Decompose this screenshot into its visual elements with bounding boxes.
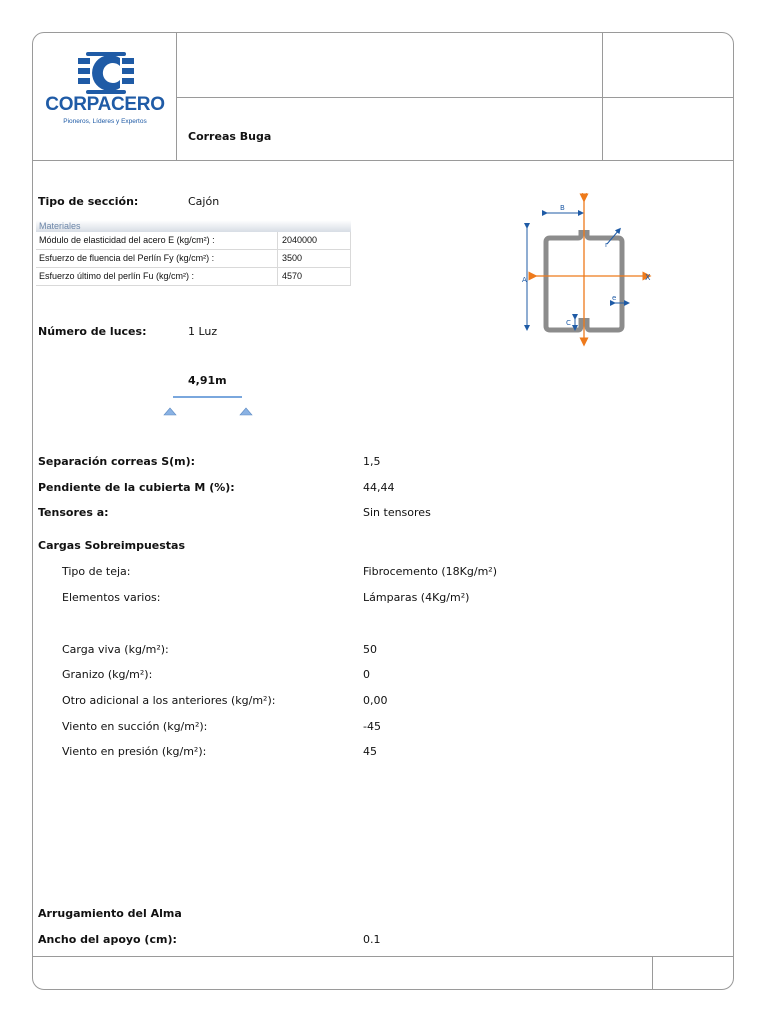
beam-span-diagram: [160, 390, 260, 420]
tensors-value: Sin tensores: [363, 506, 431, 519]
slope-label: Pendiente de la cubierta M (%):: [38, 481, 235, 494]
logo-wordmark: CORPACERO: [45, 94, 165, 115]
materials-row: [36, 232, 351, 250]
right-support-icon: [240, 408, 252, 415]
a-dimension-letter: A: [522, 276, 527, 284]
support-width-value: 0.1: [363, 933, 381, 946]
material-label: Esfuerzo último del perlín Fu (kg/cm²) :: [39, 271, 195, 281]
materials-table: [36, 220, 351, 286]
material-value: 3500: [282, 253, 303, 263]
box-profile: [546, 230, 581, 330]
left-support-icon: [164, 408, 176, 415]
wind-suction-value: -45: [363, 720, 381, 733]
footer-divider: [33, 956, 733, 957]
material-value: 4570: [282, 271, 303, 281]
x-axis-letter: X: [645, 273, 651, 282]
logo-tagline: Pioneros, Líderes y Expertos: [63, 118, 147, 125]
materials-row: [36, 268, 351, 286]
b-dimension-letter: B: [560, 204, 565, 212]
span-length-label: 4,91m: [188, 374, 227, 387]
wind-suction-label: Viento en succión (kg/m²):: [62, 720, 208, 733]
r-radius-letter: r: [605, 241, 608, 249]
spacing-value: 1,5: [363, 455, 381, 468]
materials-header: Materiales: [36, 220, 351, 232]
additional-load-label: Otro adicional a los anteriores (kg/m²):: [62, 694, 276, 707]
section-type-value: Cajón: [188, 195, 220, 208]
y-axis-letter: Y: [582, 192, 587, 201]
misc-elements-value: Lámparas (4Kg/m²): [363, 591, 470, 604]
loads-title: Cargas Sobreimpuestas: [38, 539, 186, 552]
web-crippling-title: Arrugamiento del Alma: [38, 907, 182, 920]
slope-value: 44,44: [363, 481, 395, 494]
roof-tile-value: Fibrocemento (18Kg/m²): [363, 565, 497, 578]
c-lip-letter: C: [566, 319, 571, 327]
header-vline-1: [176, 33, 177, 161]
section-type-label: Tipo de sección:: [38, 195, 139, 208]
misc-elements-label: Elementos varios:: [62, 591, 161, 604]
materials-row: [36, 250, 351, 268]
live-load-label: Carga viva (kg/m²):: [62, 643, 169, 656]
material-label: Esfuerzo de fluencia del Perlín Fy (kg/cm²) :: [39, 253, 215, 263]
material-value: 2040000: [282, 235, 318, 245]
additional-load-value: 0,00: [363, 694, 388, 707]
spans-label: Número de luces:: [38, 325, 147, 338]
hail-label: Granizo (kg/m²):: [62, 668, 153, 681]
material-label: Módulo de elasticidad del acero E (kg/cm²) :: [39, 235, 215, 245]
spans-value: 1 Luz: [188, 325, 218, 338]
support-width-label: Ancho del apoyo (cm):: [38, 933, 177, 946]
wind-pressure-label: Viento en presión (kg/m²):: [62, 745, 207, 758]
live-load-value: 50: [363, 643, 377, 656]
hail-value: 0: [363, 668, 370, 681]
tensors-label: Tensores a:: [38, 506, 109, 519]
footer-vline: [652, 956, 653, 989]
project-title: Correas Buga: [188, 130, 272, 143]
wind-pressure-value: 45: [363, 745, 377, 758]
header-divider-bottom: [33, 160, 733, 161]
header-divider-mid: [176, 97, 733, 98]
roof-tile-label: Tipo de teja:: [62, 565, 131, 578]
e-thickness-letter: e: [612, 294, 617, 302]
spacing-label: Separación correas S(m):: [38, 455, 196, 468]
header-vline-2: [602, 33, 603, 161]
box-section-diagram: [515, 190, 660, 350]
